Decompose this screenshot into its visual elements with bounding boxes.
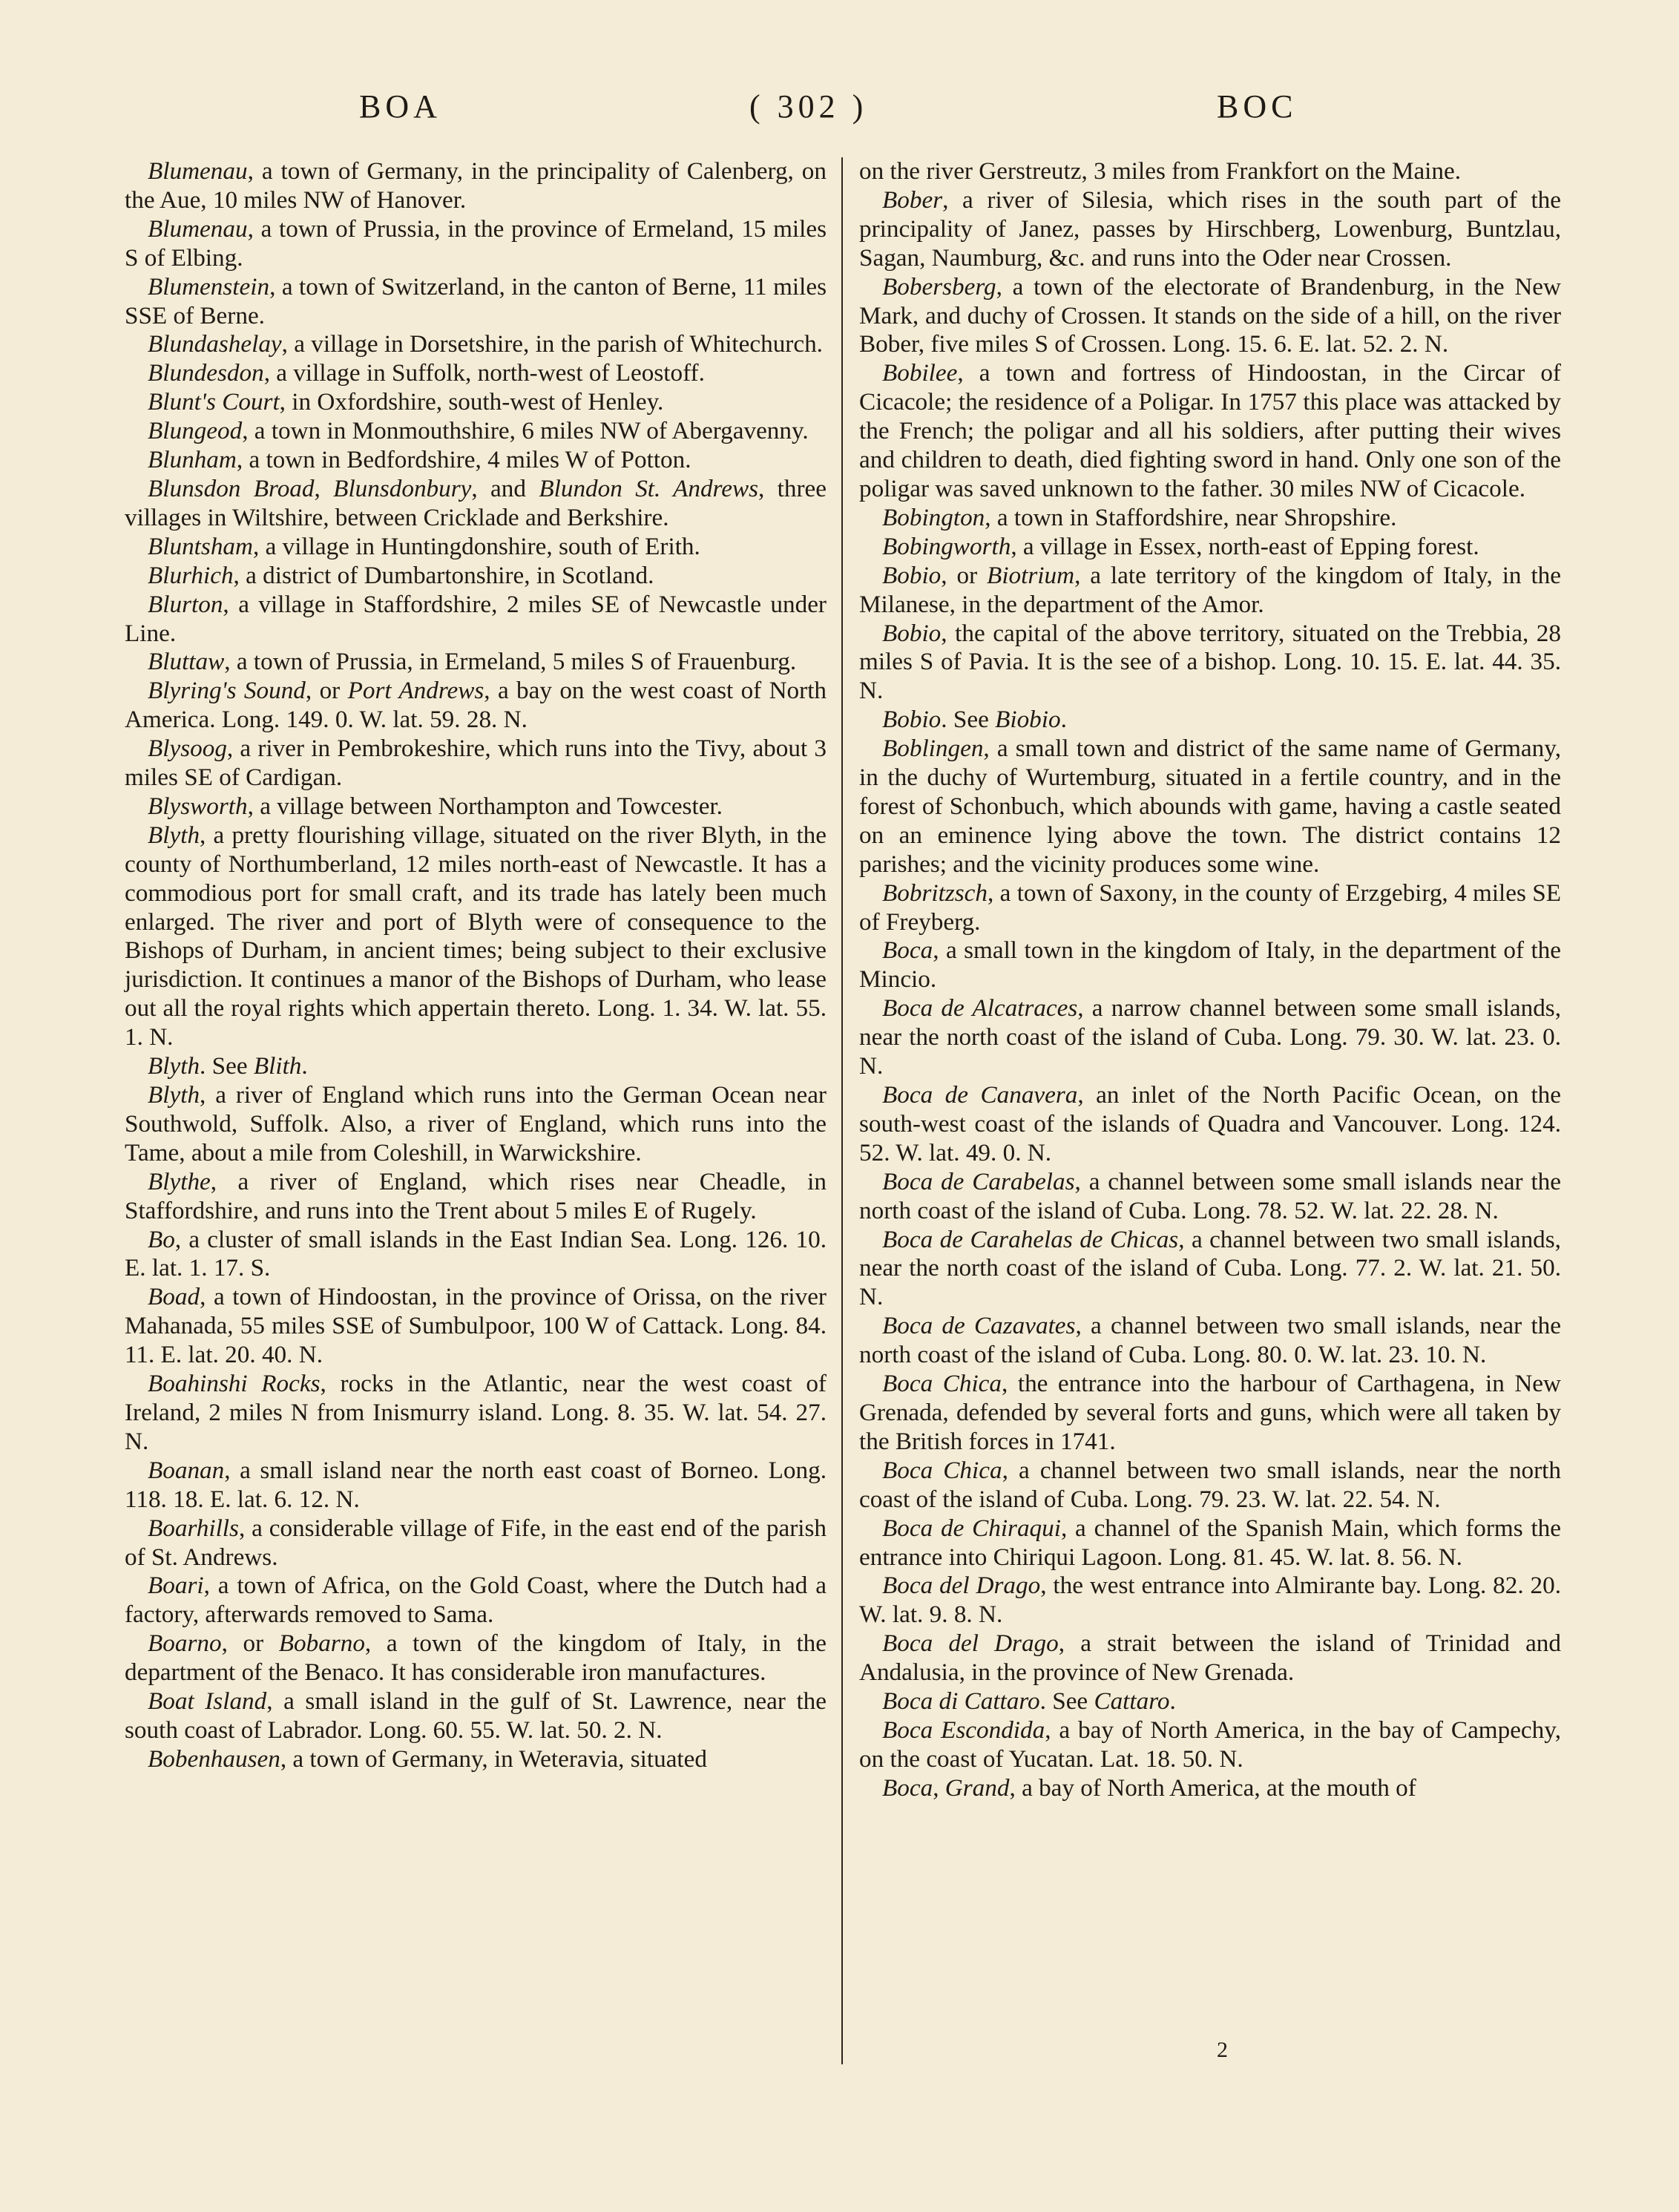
gazetteer-entry <box>859 1370 1561 1457</box>
entry-headword: Boat Island <box>148 1687 267 1716</box>
entry-headword: Bobio <box>882 561 942 589</box>
gazetteer-entry <box>859 504 1561 533</box>
entry-text: , a small island near the north east coast of Borneo. Long. 118. 18. E. lat. 6. 12. N. <box>125 1456 827 1513</box>
entry-headword: Blyth <box>148 821 200 849</box>
entry-headword: Boca de Carahelas de Chicas <box>882 1225 1179 1253</box>
entry-text: , a town in Bedfordshire, 4 miles W of Potton. <box>236 446 691 474</box>
right-column <box>859 157 1561 1803</box>
entry-headword: Biotrium <box>987 561 1075 589</box>
entry-text: , a bay on the west coast of North America. Long. 149. 0. W. lat. 59. 28. N. <box>125 677 827 734</box>
entry-text: , the entrance into the harbour of Carthagena, in New Grenada, defended by several forts and guns, which were all taken by the British forces in 1741. <box>859 1370 1562 1455</box>
entry-headword: Blith <box>253 1052 302 1080</box>
entry-text: , a river in Pembrokeshire, which runs into the Tivy, about 3 miles SE of Cardigan. <box>125 735 827 792</box>
entry-headword: Boblingen <box>882 735 984 763</box>
entry-text: , the west entrance into Almirante bay. Long. 82. 20. W. lat. 9. 8. N. <box>859 1572 1561 1629</box>
entry-text: , a town of Africa, on the Gold Coast, where the Dutch had a factory, afterwards removed to Sama. <box>125 1572 827 1629</box>
entry-text: , <box>933 1773 945 1802</box>
entry-text: , a river of England, which rises near Cheadle, in Staffordshire, and runs into the Trent about 5 miles E of Rugely. <box>125 1167 827 1224</box>
gazetteer-entry <box>125 1081 827 1168</box>
entry-headword: Bobenhausen <box>148 1745 280 1773</box>
gazetteer-entry <box>125 446 827 475</box>
gazetteer-entry <box>859 1226 1561 1313</box>
gazetteer-entry <box>859 1774 1561 1803</box>
entry-text: , a strait between the island of Trinidad and Andalusia, in the province of New Grenada. <box>859 1630 1561 1687</box>
entry-headword: Boca di Cattaro <box>882 1687 1040 1716</box>
entry-text: , a town of Germany, in Weteravia, situated <box>280 1745 707 1773</box>
entry-text: , a town of Germany, in the principality of Calenberg, on the Aue, 10 miles NW of Hanover. <box>125 157 827 214</box>
entry-text: , a considerable village of Fife, in the east end of the parish of St. Andrews. <box>125 1514 827 1571</box>
gazetteer-entry <box>859 186 1561 273</box>
gazetteer-entry <box>859 706 1561 735</box>
header-right-guide-word: BOC <box>1217 88 1298 125</box>
entry-text: , a narrow channel between some small islands, near the north coast of the island of Cuba. Long. 79. 30. W. lat. 23. 0. N. <box>859 994 1562 1080</box>
entry-headword: Port Andrews <box>347 677 484 705</box>
entry-text: , a village in Dorsetshire, in the parish of Whitechurch. <box>281 330 823 358</box>
entry-text: , the capital of the above territory, situated on the Trebbia, 28 miles S of Pavia. It is the see of a bishop. Long. 10. 15. E. lat. 44. 35. N. <box>859 619 1561 705</box>
entry-headword: Blysworth <box>148 792 248 820</box>
entry-text: , a small town in the kingdom of Italy, in the department of the Mincio. <box>859 936 1561 994</box>
entry-text: , a small town and district of the same name of Germany, in the duchy of Wurtemburg, situated in a fertile country, and in the forest of Schonbuch, which abounds with game, having a castle seated on an eminence lying above the town. The district contains 12 parishes; and the vicinity produces some wine. <box>859 735 1561 878</box>
entry-text: , a town of Prussia, in the province of Ermeland, 15 miles S of Elbing. <box>125 214 827 272</box>
entry-headword: Blyth <box>148 1081 200 1109</box>
gazetteer-entry <box>125 821 827 1052</box>
entry-headword: Boanan <box>148 1456 225 1484</box>
entry-text: , a pretty flourishing village, situated on the river Blyth, in the county of Northumberland, 12 miles north-east of Newcastle. It has a commodious port for small craft, and its trade has lately been much enlarged. The river and port of Blyth were of consequence to the Bishops of Durham, in ancient times; being subject to their exclusive jurisdiction. It continues a manor of the Bishops of Durham, who lease out all the royal rights which appertain thereto. Long. 1. 34. W. lat. 55. 1. N. <box>125 821 827 1051</box>
entry-text: , rocks in the Atlantic, near the west coast of Ireland, 2 miles N from Inismurry island. Long. 8. 35. W. lat. 54. 27. N. <box>125 1370 827 1455</box>
gazetteer-entry <box>125 1370 827 1457</box>
gazetteer-entry <box>859 1168 1561 1226</box>
entry-text: , a channel between two small islands, near the north coast of the island of Cuba. Long. 77. 2. W. lat. 21. 50. N. <box>859 1225 1561 1311</box>
entry-headword: Bober <box>882 186 943 214</box>
entry-headword: Bobarno <box>278 1630 365 1658</box>
entry-headword: Boarhills <box>148 1514 239 1542</box>
entry-headword: Bobersberg <box>882 272 996 301</box>
entry-text: , a town of Prussia, in Ermeland, 5 miles S of Frauenburg. <box>224 648 797 676</box>
gazetteer-entry <box>125 215 827 273</box>
gazetteer-entry <box>125 330 827 359</box>
entry-headword: Blumenstein <box>148 272 270 301</box>
gazetteer-entry <box>859 1572 1561 1630</box>
entry-headword: Boarno <box>148 1630 222 1658</box>
gazetteer-entry <box>125 677 827 735</box>
entry-text: , a village in Staffordshire, 2 miles SE of Newcastle under Line. <box>125 590 827 647</box>
gazetteer-entry <box>125 417 827 446</box>
entry-headword: Bobio <box>882 706 942 734</box>
entry-headword: Bluttaw <box>148 648 225 676</box>
entry-headword: Blundon St. Andrews <box>539 474 759 502</box>
gazetteer-entry <box>125 1168 827 1226</box>
gazetteer-entry <box>125 1283 827 1370</box>
entry-text: , or <box>221 1630 279 1658</box>
entry-text: , a village between Northampton and Towcester. <box>247 792 723 820</box>
entry-text: , a channel of the Spanish Main, which forms the entrance into Chiriqui Lagoon. Long. 81. 45. W. lat. 8. 56. N. <box>859 1514 1561 1571</box>
gazetteer-entry <box>125 735 827 792</box>
gazetteer-entry <box>125 359 827 388</box>
left-column <box>125 157 827 1774</box>
gazetteer-entry <box>859 1457 1561 1514</box>
entry-headword: Bobingworth <box>882 532 1011 560</box>
entry-headword: Bobritzsch <box>882 879 988 907</box>
entry-text: , a small island in the gulf of St. Lawrence, near the south coast of Labrador. Long. 60. 55. W. lat. 50. 2. N. <box>125 1687 827 1744</box>
gazetteer-entry <box>125 648 827 677</box>
entry-text: on the river Gerstreutz, 3 miles from Frankfort on the Maine. <box>859 157 1462 185</box>
entry-text: , a village in Essex, north-east of Epping forest. <box>1011 532 1479 560</box>
gazetteer-entry <box>125 533 827 562</box>
gazetteer-entry <box>859 994 1561 1081</box>
entry-headword: Blunsdon Broad <box>148 474 315 502</box>
gazetteer-entry <box>125 1226 827 1284</box>
entry-text: , a town and fortress of Hindoostan, in the Circar of Cicacole; the residence of a Poligar. In 1757 this place was attacked by the French; the poligar and all his soldiers, after putting their wives and children to death, died fighting sword in hand. Only one son of the poligar was saved unknown to the father. 30 miles NW of Cicacole. <box>859 359 1561 502</box>
entry-text: , a village in Huntingdonshire, south of Erith. <box>252 532 700 560</box>
gazetteer-entry <box>859 936 1561 994</box>
column-divider <box>841 157 843 2064</box>
gazetteer-entry <box>125 157 827 215</box>
gazetteer-entry <box>859 273 1561 360</box>
gazetteer-entry <box>859 562 1561 620</box>
running-header <box>0 88 1679 132</box>
entry-text: , a bay of North America, in the bay of Campechy, on the coast of Yucatan. Lat. 18. 50. N. <box>859 1716 1561 1773</box>
entry-text: , an inlet of the North Pacific Ocean, on the south-west coast of the islands of Quadra and Vancouver. Long. 124. 52. W. lat. 49. 0. N. <box>859 1081 1561 1166</box>
entry-headword: Biobio <box>995 706 1061 734</box>
entry-headword: Blyth <box>148 1052 200 1080</box>
entry-headword: Boca Chica <box>882 1370 1002 1398</box>
entry-text: , a bay of North America, at the mouth of <box>1009 1773 1416 1802</box>
entry-text: , a town of the electorate of Brandenburg, in the New Mark, and duchy of Crossen. It stands on the side of a hill, on the river Bober, five miles S of Crossen. Long. 15. 6. E. lat. 52. 2. N. <box>859 272 1561 358</box>
entry-headword: Blundesdon <box>148 359 264 387</box>
entry-text: , a channel between some small islands near the north coast of the island of Cuba. Long. 78. 52. W. lat. 22. 28. N. <box>859 1167 1561 1224</box>
entry-text: , a town in Staffordshire, near Shropshire. <box>985 503 1397 531</box>
gazetteer-entry <box>859 1081 1561 1168</box>
entry-headword: Blurhich <box>148 561 234 589</box>
entry-text: , a town of Saxony, in the county of Erzgebirg, 4 miles SE of Freyberg. <box>859 879 1561 936</box>
entry-text: , a late territory of the kingdom of Italy, in the Milanese, in the department of the Amor. <box>859 561 1561 618</box>
gazetteer-entry <box>125 475 827 533</box>
entry-headword: Boca <box>882 1773 933 1802</box>
entry-text: , a river of England which runs into the German Ocean near Southwold, Suffolk. Also, a river of England, which runs into the Tame, about a mile from Coleshill, in Warwickshire. <box>125 1081 827 1166</box>
gazetteer-entry <box>125 1572 827 1630</box>
entry-text: . <box>1169 1687 1176 1716</box>
entry-headword: Boahinshi Rocks <box>148 1370 321 1398</box>
entry-headword: Boca del Drago <box>882 1630 1059 1658</box>
gazetteer-entry <box>125 792 827 821</box>
entry-headword: Boca de Carabelas <box>882 1167 1075 1195</box>
entry-headword: Blungeod <box>148 417 243 445</box>
entry-headword: Boca Escondida <box>882 1716 1045 1744</box>
entry-headword: Boca de Alcatraces <box>882 994 1078 1023</box>
entry-headword: Blunsdonbury <box>333 474 472 502</box>
entry-headword: Blythe <box>148 1167 211 1195</box>
gazetteer-entry <box>859 879 1561 937</box>
entry-headword: Boca <box>882 936 933 965</box>
entry-headword: Blumenau <box>148 214 248 243</box>
gazetteer-entry <box>125 591 827 649</box>
entry-headword: Bluntsham <box>148 532 253 560</box>
gazetteer-entry <box>859 1514 1561 1572</box>
entry-headword: Boari <box>148 1572 204 1600</box>
entry-headword: Blunt's Court <box>148 388 280 416</box>
gazetteer-entry <box>125 273 827 331</box>
entry-headword: Blurton <box>148 590 223 618</box>
entry-headword: Bobio <box>882 619 942 647</box>
entry-headword: Bobington <box>882 503 985 531</box>
entry-headword: Boca de Cazavates <box>882 1312 1076 1340</box>
gazetteer-entry <box>859 1716 1561 1774</box>
entry-text: , a cluster of small islands in the East Indian Sea. Long. 126. 10. E. lat. 1. 17. S. <box>125 1225 827 1282</box>
entry-text: , three villages in Wiltshire, between Cricklade and Berkshire. <box>125 474 827 531</box>
entry-headword: Boad <box>148 1283 200 1311</box>
gazetteer-entry <box>859 620 1561 706</box>
entry-headword: Blysoog <box>148 735 227 763</box>
entry-text: , or <box>305 677 348 705</box>
entry-text: . See <box>941 706 996 734</box>
gazetteer-entry <box>125 1514 827 1572</box>
signature-mark: 2 <box>1217 2038 1228 2062</box>
entry-text: , a town of the kingdom of Italy, in the department of the Benaco. It has considerable iron manufactures. <box>125 1630 827 1687</box>
gazetteer-entry <box>125 1457 827 1514</box>
entry-headword: Cattaro <box>1094 1687 1170 1716</box>
entry-text: . <box>301 1052 308 1080</box>
gazetteer-entry <box>859 1630 1561 1687</box>
gazetteer-entry <box>125 1052 827 1081</box>
page-number: ( 302 ) <box>749 88 868 125</box>
gazetteer-entry <box>859 1312 1561 1370</box>
header-left-guide-word: BOA <box>359 88 441 125</box>
entry-headword: Blumenau <box>148 157 248 185</box>
entry-headword: Blundashelay <box>148 330 282 358</box>
entry-text: , a river of Silesia, which rises in the south part of the principality of Janez, passes by Hirschberg, Lowenburg, Buntzlau, Sagan, Naumburg, &c. and runs into the Oder near Crossen. <box>859 186 1561 272</box>
gazetteer-entry <box>859 735 1561 879</box>
entry-text: , <box>314 474 334 502</box>
entry-text: . See <box>200 1052 254 1080</box>
entry-text: , a town in Monmouthshire, 6 miles NW of Abergavenny. <box>242 417 809 445</box>
entry-text: , a village in Suffolk, north-west of Leostoff. <box>263 359 705 387</box>
gazetteer-entry <box>125 1630 827 1687</box>
entry-text: , a channel between two small islands, near the north coast of the island of Cuba. Long. 79. 23. W. lat. 22. 54. N. <box>859 1456 1561 1513</box>
gazetteer-entry <box>125 1687 827 1745</box>
gazetteer-entry <box>859 1687 1561 1716</box>
entry-headword: Boca de Chiraqui <box>882 1514 1061 1542</box>
entry-text: , in Oxfordshire, south-west of Henley. <box>279 388 664 416</box>
gazetteer-entry <box>859 157 1561 186</box>
gazetteer-entry <box>125 562 827 591</box>
gazetteer-entry <box>125 1745 827 1774</box>
entry-text: , a town of Switzerland, in the canton of Berne, 11 miles SSE of Berne. <box>125 272 827 329</box>
entry-headword: Blunham <box>148 446 237 474</box>
entry-headword: Blyring's Sound <box>148 677 306 705</box>
gazetteer-entry <box>859 359 1561 504</box>
entry-headword: Boca de Canavera <box>882 1081 1078 1109</box>
entry-headword: Bobilee <box>882 359 958 387</box>
entry-text: , or <box>941 561 988 589</box>
entry-headword: Grand <box>944 1773 1010 1802</box>
gazetteer-entry <box>125 388 827 417</box>
entry-text: , a district of Dumbartonshire, in Scotland. <box>233 561 654 589</box>
entry-headword: Bo <box>148 1225 175 1253</box>
entry-text: . <box>1060 706 1067 734</box>
entry-text: , a town of Hindoostan, in the province of Orissa, on the river Mahanada, 55 miles SSE of Sumbulpoor, 100 W of Cattack. Long. 84. 11. E. lat. 20. 40. N. <box>125 1283 827 1369</box>
gazetteer-entry <box>859 533 1561 562</box>
entry-text: , a channel between two small islands, near the north coast of the island of Cuba. Long. 80. 0. W. lat. 23. 10. N. <box>859 1312 1561 1369</box>
entry-headword: Boca del Drago <box>882 1572 1041 1600</box>
entry-text: , and <box>471 474 539 502</box>
entry-text: . See <box>1039 1687 1094 1716</box>
entry-headword: Boca Chica <box>882 1456 1002 1484</box>
